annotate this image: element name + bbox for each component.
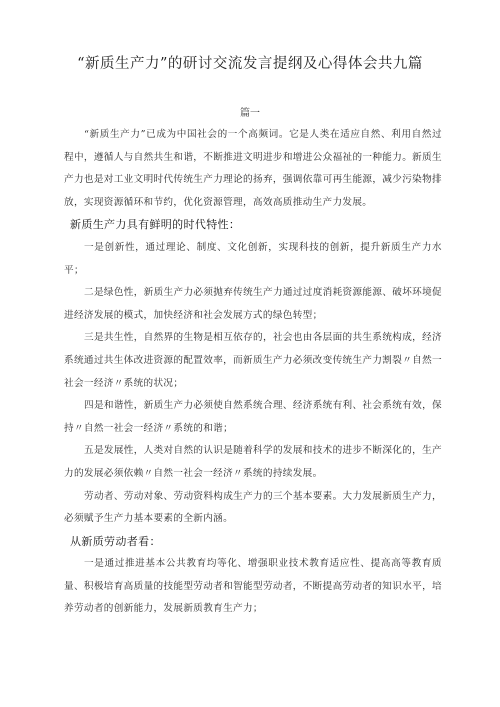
paragraph: 二是绿色性，新质生产力必须抛弃传统生产力通过过度消耗资源能源、破坏环境促进经济发展的模式，加快经济和社会发展方式的绿色转型； [64,287,442,321]
section-heading: 新质生产力具有鲜明的时代特性： [70,218,241,232]
paragraph: 三是共生性，自然界的生物是相互依存的，社会也由各层面的共生系统构成，经济系统通过共生体改进资源的配置效率，而新质生产力必须改变传统生产力割裂〃自然一社会一经济〃系统的状况； [64,332,442,389]
paragraph: 五是发展性，人类对自然的认识是随着科学的发展和技术的进步不断深化的，生产力的发展必须依赖〃自然一社会一经济〃系统的持续发展。 [64,445,442,479]
document-title: “新质生产力”的研讨交流发言提纲及心得体会共九篇 [77,56,423,72]
paragraph: “新质生产力”已成为中国社会的一个高频词。它是人类在适应自然、利用自然过程中，遵循人与自然共生和谐，不断推进文明进步和增进公众福祉的一种能力。新质生产力也是对工业文明时代传统生产力理论的扬弃，强调依靠可再生能源，减少污染物排放，实现资源循环和节约，优化资源管理，高效高质推动生产力发展。 [64,129,442,208]
paragraph: 一是创新性，通过理论、制度、文化创新，实现科技的创新，提升新质生产力水平； [64,241,442,276]
section-label: 篇一 [240,108,260,119]
paragraph: 一是通过推进基本公共教育均等化、增强职业技术教育适应性、提高高等教育质量、积极培育高质量的技能型劳动者和智能型劳动者，不断提高劳动者的知识水平，培养劳动者的创新能力，发展新质教育生产力； [64,558,442,615]
document-body [64,124,442,621]
section-heading: 从新质劳动者看： [70,534,161,548]
paragraph: 四是和谐性，新质生产力必须使自然系统合理、经济系统有利、社会系统有效，保持〃自然一社会一经济〃系统的和谐； [64,400,442,434]
paragraph: 劳动者、劳动对象、劳动资料构成生产力的三个基本要素。大力发展新质生产力，必须赋予生产力基本要素的全新内涵。 [64,490,442,525]
